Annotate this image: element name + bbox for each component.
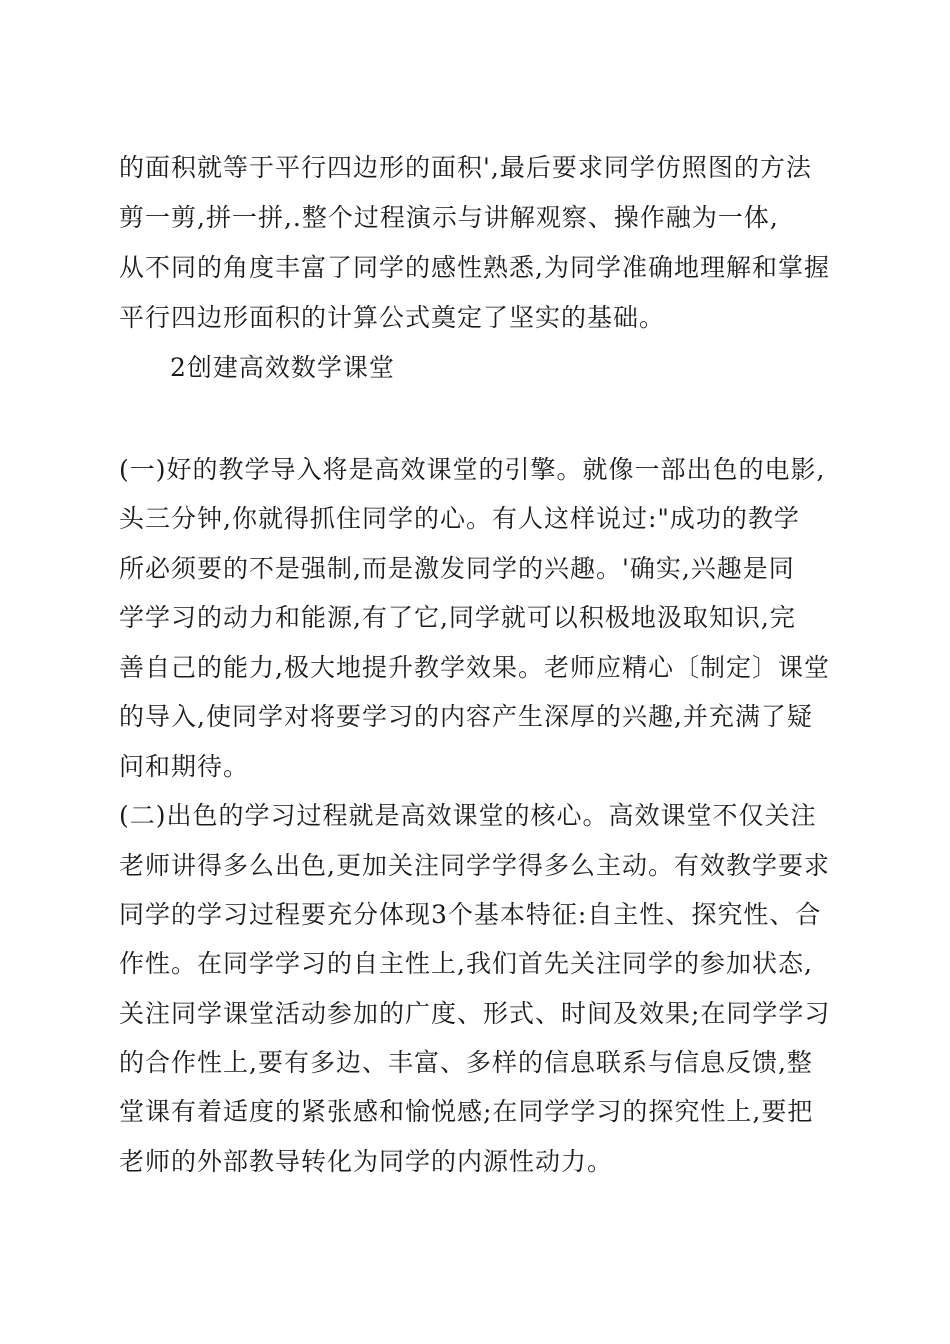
paragraph-2-line-4: 学学习的动力和能源,有了它,同学就可以积极地汲取知识,完: [119, 603, 796, 632]
paragraph-3-line-6: 的合作性上,要有多边、丰富、多样的信息联系与信息反馈,整: [119, 1048, 813, 1077]
paragraph-3-line-2: 老师讲得多么出色,更加关注同学学得多么主动。有效教学要求: [119, 851, 830, 880]
paragraph-2-line-6: 的导入,使同学对将要学习的内容产生深厚的兴趣,并充满了疑: [119, 702, 813, 731]
paragraph-3-line-7: 堂课有着适度的紧张感和愉悦感;在同学学习的探究性上,要把: [119, 1097, 814, 1126]
paragraph-2-line-3: 所必须要的不是强制,而是激发同学的兴趣。'确实,兴趣是同: [119, 554, 795, 583]
paragraph-1-line-2: 剪一剪,拼一拼,.整个过程演示与讲解观察、操作融为一体,: [119, 203, 779, 232]
paragraph-2-line-5: 善自己的能力,极大地提升教学效果。老师应精心〔制定〕课堂: [119, 653, 830, 682]
paragraph-3-line-1: (二)出色的学习过程就是高效课堂的核心。高效课堂不仅关注: [119, 801, 817, 830]
paragraph-3-line-3: 同学的学习过程要充分体现3个基本特征:自主性、探究性、合: [119, 900, 822, 929]
paragraph-2-line-2: 头三分钟,你就得抓住同学的心。有人这样说过:"成功的教学: [119, 504, 800, 533]
paragraph-3-line-5: 关注同学课堂活动参加的广度、形式、时间及效果;在同学学习: [119, 999, 831, 1028]
paragraph-2-line-1: (一)好的教学导入将是高效课堂的引擎。就像一部出色的电影,: [119, 455, 826, 484]
paragraph-1-line-4: 平行四边形面积的计算公式奠定了坚实的基础。: [119, 303, 666, 332]
section-heading: 2创建高效数学课堂: [170, 353, 395, 382]
paragraph-3-line-4: 作性。在同学学习的自主性上,我们首先关注同学的参加状态,: [119, 949, 813, 978]
paragraph-1-line-1: 的面积就等于平行四边形的面积',最后要求同学仿照图的方法: [119, 153, 812, 182]
paragraph-3-line-8: 老师的外部教导转化为同学的内源性动力。: [119, 1147, 614, 1176]
paragraph-2-line-7: 问和期待。: [119, 752, 250, 781]
paragraph-1-line-3: 从不同的角度丰富了同学的感性熟悉,为同学准确地理解和掌握: [119, 253, 830, 282]
